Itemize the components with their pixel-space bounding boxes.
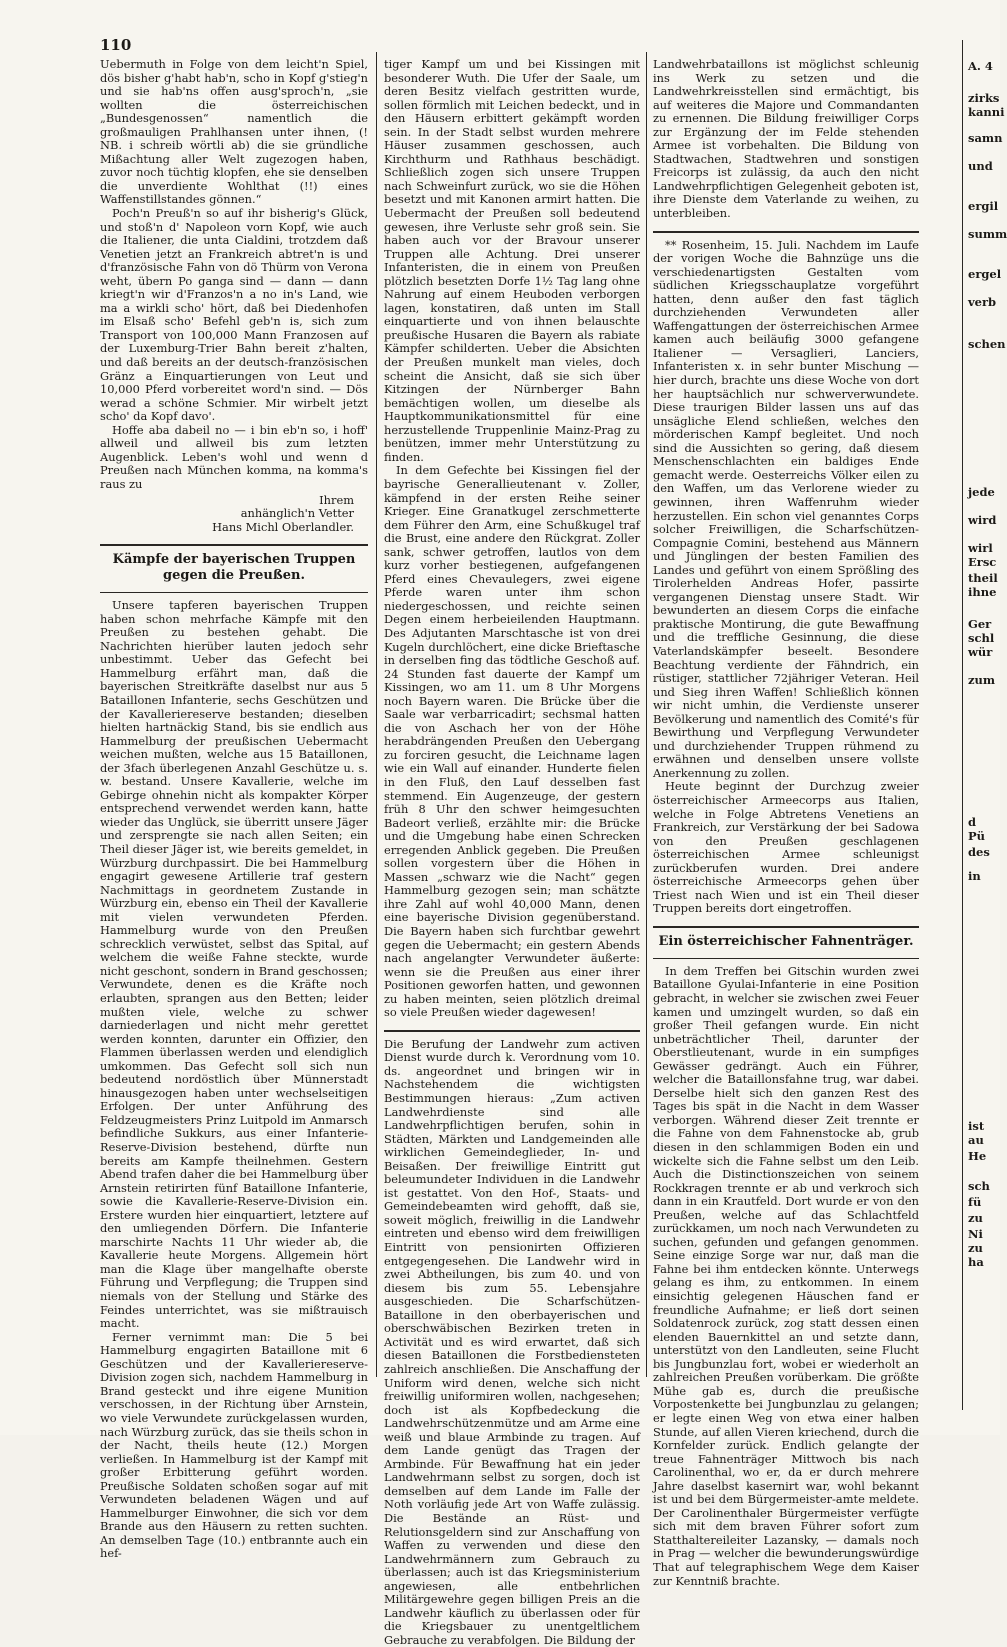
paragraph: Ferner vernimmt man: Die 5 bei Hammelburg engagirten Bataillone mit 6 Geschützen und der Kavalleriereserve-Division zogen sich, nachdem Hammelburg in Brand gesteckt und ihre eigene Munition verschossen, in der Richtung über Arnstein, wo viele Verwundete zurückgelassen wurden, nach Würzburg zurück, das sie theils schon in der Nacht, theils heute (12.) Morgen verließen. In Hammelburg ist der Kampf mit großer Erbitterung geführt worden. Preußische Soldaten schoßen sogar auf mit Verwundeten beladenen Wägen und auf Hammelburger Einwohner, die sich vor dem Brande aus den Häusern zu retten suchten. An demselben Tage (10.) entbrannte auch ein hef- [100,1329,368,1561]
edge-fragment: schen [968,337,1006,351]
heading-underline [653,958,919,959]
edge-fragment: wirl [968,541,993,555]
edge-fragment: wür [968,645,993,659]
paragraph: In dem Treffen bei Gitschin wurden zwei Bataillone Gyulai-Infanterie in eine Position gebracht, in welcher sie zwischen zwei Feuer kamen und umzingelt wurden, so daß ein großer Theil gefangen wurde. Ein nicht unbeträchtlicher Theil, darunter der Oberstlieutenant, wurde in ein sumpfiges Gewässer gedrängt. Auch ein Führer, welcher die Bataillonsfahne trug, war dabei. Derselbe hielt sich den ganzen Rest des Tages bis spät in die Nacht in dem Wasser verborgen. Während dieser Zeit trennte er die Fahne von dem Fahnenstocke ab, grub diesen in den schlammigen Boden ein und wickelte sich die Fahne selbst um den Leib. Auch die Distinctionszeichen von seinem Rockkragen trennte er ab und verkroch sich dann in ein Krautfeld. Dort wurde er von den Preußen, welche auf das Schlachtfeld zurückkamen, um noch nach Verwundeten zu suchen, gefunden und gefangen genommen. Seine einzige Sorge war nur, daß man die Fahne bei ihm entdecken könnte. Unterwegs gelang es ihm, zu entkommen. In einem einsichtig gelegenen Häuschen fand er freundliche Aufnahme; er ließ dort seinen Soldatenrock zurück, zog statt dessen einen elenden Bauernkittel an und setzte dann, unterstützt von den Landleuten, seine Flucht bis Jungbunzlau fort, wobei er wiederholt an zahlreichen Preußen vorüberkam. Die größte Mühe gab es, durch die preußische Vorpostenkette bei Jungbunzlau zu gelangen; er legte einen Weg von etwa einer halben Stunde, auf allen Vieren kriechend, durch die Kornfelder zurück. Endlich gelangte der treue Fahnenträger Mittwoch bis nach Carolinenthal, wo er, da er durch mehrere Jahre daselbst kasernirt war, wohl bekannt ist und bei dem Bürgermeister-amte meldete. Der Carolinenthaler Bürgermeister verfügte sich mit dem braven Führer sofort zum Statthaltereileiter Lazansky, — damals noch in Prag — welcher die bewunderungswürdige That auf telegraphischem Wege dem Kaiser zur Kenntniß brachte. [653,963,919,1588]
edge-fragment: ha [968,1255,984,1269]
edge-fragment: He [968,1149,987,1163]
edge-fragment: schl [968,631,995,645]
edge-fragment: wird [968,513,997,527]
edge-fragment: zum [968,673,996,687]
edge-fragment: Ersc [968,555,997,569]
sign-line: anhänglich'n Vetter [240,506,354,521]
paragraph: Heute beginnt der Durchzug zweier österreichischer Armeecorps aus Italien, welche in Folge Abtretens Venetiens an Frankreich, zur Verstärkung der bei Sadowa von den Preußen geschlagenen österreichischen Armee schleunigst zurückberufen wurden. Drei andere österreichische Armeecorps gehen über Triest nach Wien und ist ein Theil dieser Truppen bereits dort eingetroffen. [653,779,919,916]
edge-fragment: des [968,845,990,859]
edge-fragment: d [968,815,977,829]
sign-line: Ihrem [319,492,354,507]
heading-underline [100,592,368,593]
section-divider [384,1030,640,1032]
edge-fragment: theil [968,571,998,585]
column-rule [376,52,377,1377]
edge-fragment: ist [968,1119,985,1133]
edge-fragment: Ni [968,1227,983,1241]
edge-fragment: kanni [968,105,1005,119]
column-3 [653,57,919,1588]
section-divider [653,231,919,233]
edge-fragment: jede [968,485,995,499]
paragraph: Unsere tapferen bayerischen Truppen haben schon mehrfache Kämpfe mit den Preußen zu bestehen gehabt. Die Nachrichten hierüber lauten jedoch sehr unbestimmt. Ueber das Gefecht bei Hammelburg erfährt man, daß die bayerischen Streitkräfte daselbst nur aus 5 Bataillonen Infanterie, sechs Geschützen und der Kavalleriereserve bestanden; dieselben hielten hartnäckig Stand, bis sie endlich aus Hammelburg der preußischen Uebermacht weichen mußten, welche aus 15 Bataillonen, der 3fach überlegenen Anzahl Geschütze u. s. w. bestand. Unsere Kavallerie, welche im Gebirge ohnehin nicht als kompakter Körper entsprechend verwendet werden kann, hatte wieder das Unglück, sie überritt unsere Jäger und zersprengte sie nach allen Seiten; ein Theil dieser Jäger ist, wie bereits gemeldet, in Würzburg durchpassirt. Die bei Hammelburg engagirt gewesene Artillerie traf gestern Nachmittags in geordnetem Zustande in Würzburg ein, ebenso ein Theil der Kavallerie mit vielen verwundeten Pferden. Hammelburg wurde von den Preußen schrecklich verwüstet, selbst das Spital, auf welchem die weiße Fahne steckte, wurde nicht geschont, sondern in Brand geschossen; Verwundete, denen es die Kräfte noch erlaubten, sprangen aus den Betten; leider mußten viele, welche zu schwer darniederlagen und nicht mehr gerettet werden konnten, darunter ein Offizier, den Flammen überlassen werden und elendiglich umkommen. Das Gefecht soll sich nun bedeutend nordöstlich über Münnerstadt hinausgezogen haben unter wechselseitigen Erfolgen. Der unter Anführung des Feldzeugmeisters Prinz Luitpold im Anmarsch befindliche Sukkurs, aus einer Infanterie-Reserve-Division bestehend, dürfte nun bereits am Kampfe theilnehmen. Gestern Abend trafen daher die bei Hammelburg über Arnstein retirirten fünf Bataillone Infanterie, sowie die Kavallerie-Reserve-Division ein. Erstere wurden hier einquartiert, letztere auf den umliegenden Dörfern. Die Infanterie marschirte Nachts 11 Uhr wieder ab, die Kavallerie heute Morgens. Allgemein hört man die Klage über mangelhafte oberste Führung und Verpflegung; die Truppen sind niemals von der Stellung und Stärke des Feindes unterrichtet, was sie mißtrauisch macht. [100,598,368,1331]
edge-fragment: und [968,159,993,173]
edge-fragment: zu [968,1211,983,1225]
edge-fragment: samn [968,131,1003,145]
article-continuation [384,58,640,1020]
letter-signature [100,494,368,535]
edge-fragment: Pü [968,829,986,843]
flag-bearer-article [653,965,919,1588]
paragraph: Landwehrbataillons ist möglichst schleunig ins Werk zu setzen und die Landwehrkreisstellen sind ermächtigt, bis auf weiteres die Majore und Commandanten zu ernennen. Die Bildung freiwilliger Corps zur Ergänzung der im Felde stehenden Armee ist vorbehalten. Die Bildung von Stadtwachen, Stadtwehren und sonstigen Freicorps ist zulässig, da auch den nicht Landwehrpflichtigen Gelegenheit geboten ist, ihre Dienste dem Vaterlande zu weihen, zu unterbleiben. [653,57,919,221]
article-text [100,599,368,1561]
article-heading: Ein österreichischer Fahnenträger. [658,933,914,949]
paragraph: In dem Gefechte bei Kissingen fiel der bayrische Generallieutenant v. Zoller, kämpfend in der ersten Reihe seiner Krieger. Eine Granatkugel zerschmetterte dem Führer den Arm, eine Schußkugel traf die Brust, eine andere den Rückgrat. Zoller sank, schwer getroffen, lautlos von dem kurz vorher bestiegenen, aufgefangenen Pferd eines Chevaulegers, zwei eigene Pferde waren unter ihm schon niedergeschossen, und reichte seinen Degen einem herbeieilenden Hauptmann. Des Adjutanten Marschtasche ist von drei Kugeln durchlöchert, eine dicke Brieftasche in derselben fing das tödtliche Geschoß auf. 24 Stunden fast dauerte der Kampf um Kissingen, wo am 11. um 8 Uhr Morgens noch Bayern waren. Die Brücke über die Saale war verbarricadirt; sechsmal hatten die von Aschach her von der Höhe herabdrängenden Preußen den Uebergang zu forciren gesucht, die Leichname lagen wie ein Wall auf einander. Hunderte fielen in den Fluß, den Lauf desselben fast stemmend. Ein Augenzeuge, der gestern früh 8 Uhr den schwer heimgesuchten Badeort verließ, erzählte mir: die Brücke und die Umgebung habe einen Schrecken erregenden Anblick gegeben. Die Preußen sollen vorgestern über die Höhen in Massen „schwarz wie die Nacht“ gegen Hammelburg gezogen sein; man schätzte ihre Zahl auf wohl 40,000 Mann, denen eine bayerische Division gegenüberstand. Die Bayern haben sich furchtbar gewehrt gegen die Uebermacht; ein gestern Abends nach angelangter Verwundeter äußerte: wenn sie die Preußen aus einer ihrer Positionen geworfen hatten, und gewonnen zu haben meinten, seien plötzlich dreimal so viele Preußen wieder dagewesen! [384,463,640,1020]
sign-line: Hans Michl Oberlandler. [212,519,354,534]
section-divider [653,926,919,928]
paragraph: Hoffe aba dabeil no — i bin eb'n so, i hoff' allweil und allweil bis zum letzten Augenblick. Leben's wohl und wenn d Preußen nach München komma, na komma's raus zu [100,422,368,491]
page-gutter-line [962,40,963,1410]
paragraph: Uebermuth in Folge von dem leicht'n Spiel, dös bisher g'habt hab'n, scho in Kopf g'stieg'n und sie hab'ns offen ausg'sproch'n, „sie wollten die österreichischen „Bundesgenossen“ namentlich die großmauligen Prahlhansen unter ihnen, (! NB. i schreib wörtli ab) die sie gründliche Mißachtung aller Welt zugezogen haben, zuvor noch tüchtig klopfen, ehe sie denselben die unverdiente Wohlthat (!!) eines Waffenstillstandes gönnen.“ [100,57,368,207]
article-heading: Kämpfe der bayerischen Truppen gegen die Preußen. [112,552,356,584]
edge-fragment: Ger [968,617,992,631]
landwehr-notice [384,1038,640,1647]
edge-fragment: summ [968,227,1007,241]
column-1 [100,57,368,1561]
edge-fragment: zu [968,1241,983,1255]
page-number: 110 [100,36,132,54]
paragraph: ** Rosenheim, 15. Juli. Nachdem im Laufe der vorigen Woche die Bahnzüge uns die verschiedenartigsten Gestalten vom südlichen Kriegsschauplatze vorgeführt hatten, denn außer den fast täglich durchziehenden Verwundeten aller Waffengattungen der österreichischen Armee kamen auch beiläufig 3000 gefangene Italiener — Versaglieri, Lanciers, Infanteristen x. in sehr bunter Mischung — hier durch, brachte uns diese Woche von dort her hauptsächlich nur schwerverwundete. Diese traurigen Bilder lassen uns auf das unsägliche Elend schließen, welches den mörderischen Kampf begleitet. Und noch sind die Aussichten so gering, daß diesem Menschenschlachten ein baldiges Ende gemacht werde. Oesterreichs Völker eilen zu den Waffen, um das Verlorene wieder zu gewinnen, ihren Waffenruhm wieder herzustellen. Ein schon viel genanntes Corps solcher Freiwilligen, die Scharfschützen-Compagnie Comini, bestehend aus Männern und Jünglingen der besten Familien des Landes und geführt von einem Sprößling des Tirolerhelden Andreas Hofer, passirte vergangenen Dienstag unsere Stadt. Wir bewunderten an diesem Corps die einfache praktische Montirung, die gute Bewaffnung und die treffliche Gesinnung, die diese Vaterlandskämpfer beseelt. Besondere Beachtung verdiente der Fähndrich, ein rüstiger, stattlicher 72jähriger Veteran. Heil und Sieg ihren Waffen! Schließlich können wir nicht umhin, die Verdienste unserer Bevölkerung und namentlich des Comité's für Bewirthung und Verpflegung Verwundeter und durchziehender Truppen rühmend zu erwähnen und denselben unsere vollste Anerkennung zu zollen. [653,237,919,780]
paragraph: Die Berufung der Landwehr zum activen Dienst wurde durch k. Verordnung vom 10. ds. angeordnet und bringen wir in Nachstehendem die wichtigsten Bestimmungen hieraus: „Zum activen Landwehrdienste sind alle Landwehrpflichtigen berufen, sohin in Städten, Märkten und Landgemeinden alle wirklichen Gemeindeglieder, In- und Beisaßen. Der freiwillige Eintritt gut beleumundeter Individuen in die Landwehr ist gestattet. Von den Hof-, Staats- und Gemeindebeamten wird gehofft, daß sie, soweit möglich, freiwillig in die Landwehr eintreten und ebenso wird dem freiwilligen Eintritt von pensionirten Offizieren entgegengesehen. Die Landwehr wird in zwei Abtheilungen, bis zum 40. und von diesem bis zum 55. Lebensjahre ausgeschieden. Die Scharfschützen-Bataillone in den oberbayerischen und oberschwäbischen Bezirken treten in Activität und es wird erwartet, daß sich diesen Bataillonen die Forstbediensteten zahlreich anschließen. Die Anschaffung der Uniform wird denen, welche sich nicht freiwillig uniformiren wollen, nachgesehen; doch ist als Kopfbedeckung die Landwehrschützenmütze und am Arme eine weiß und blaue Armbinde zu tragen. Auf dem Lande genügt das Tragen der Armbinde. Für Bewaffnung hat ein jeder Landwehrmann selbst zu sorgen, doch ist demselben auf dem Lande im Falle der Noth vorläufig jede Art von Waffe zulässig. Die Bestände an Rüst- und Relutionsgeldern sind zur Anschaffung von Waffen zu verwenden und diese den Landwehrmännern zum Gebrauch zu überlassen; auch ist das Kriegsministerium angewiesen, alle entbehrlichen Militärgewehre gegen billigen Preis an die Landwehr käuflich zu überlassen oder für die Kriegsbauer zu unentgeltlichem Gebrauche zu verabfolgen. Die Bildung der [384,1036,640,1647]
edge-fragment: fü [968,1195,982,1209]
edge-fragment: ergel [968,267,1002,281]
column-rule [646,52,647,1377]
edge-fragment: verb [968,295,997,309]
paragraph: Poch'n Preuß'n so auf ihr bisherig's Glück, und stoß'n d' Napoleon vorn Kopf, wie auch die Italiener, die unta Cialdini, trotzdem daß Venetien jetzt an Frankreich abtret'n is und d'französische Fahn von dö Thürm von Verona weht, übern Po ganga sind — dann — dann kriegt'n wir d'Franzos'n a no in's Land, wie ma a wirkli scho' hört, daß bei Diedenhofen im Elsaß scho' Befehl geb'n is, sich zum Transport von 100,000 Mann Franzosen auf der Luxemburg-Trier Bahn bereit z'halten, und daß bereits an der deutsch-französischen Gränz a Einquartierungen von Leut und 10,000 Pferd vorbereitet word'n sind. — Dös werad a schöne Schmier. Mir wirbelt jetzt scho' da Kopf davo'. [100,206,368,424]
edge-fragment: A. 4 [968,59,993,73]
edge-fragment: zirks [968,91,1000,105]
edge-fragment: ihne [968,585,997,599]
rosenheim-report [653,239,919,916]
letter-text [100,58,368,492]
edge-fragment: au [968,1133,984,1147]
landwehr-notice-end [653,58,919,221]
edge-fragment: ergil [968,199,999,213]
edge-fragment: in [968,869,981,883]
edge-fragment: sch [968,1179,990,1193]
section-divider [100,544,368,546]
paragraph: tiger Kampf um und bei Kissingen mit besonderer Wuth. Die Ufer der Saale, um deren Besitz vielfach gestritten wurde, sollen förmlich mit Leichen bedeckt, und in den Häusern erbittert gekämpft worden sein. In der Stadt selbst wurden mehrere Häuser zusammen geschossen, auch Kirchthurm und Rathhaus beschädigt. Schließlich zogen sich unsere Truppen nach Schweinfurt zurück, wo sie die Höhen besetzt und mit Kanonen armirt hatten. Die Uebermacht der Preußen soll bedeutend gewesen, ihre Verluste sehr groß sein. Sie haben auch vor der Bravour unserer Truppen alle Achtung. Drei unserer Infanteristen, die in einem von Preußen plötzlich besetzten Dorfe 1½ Tag lang ohne Nahrung auf einem Heuboden verborgen lagen, konstatiren, daß unten im Stall einquartierte und von ihnen belauschte preußische Husaren die Bayern als rabiate Kämpfer schilderten. Ueber die Absichten der Preußen munkelt man vieles, doch scheint die Ansicht, daß sie sich über Kitzingen der Nürnberger Bahn bemächtigen wollen, um dieselbe als Hauptkommunikationsmittel für eine herzustellende Truppenlinie Mainz-Prag zu benützen, immer mehr Unterstützung zu finden. [384,57,640,464]
adjacent-page-edge [962,40,1007,1410]
column-2 [384,57,640,1647]
